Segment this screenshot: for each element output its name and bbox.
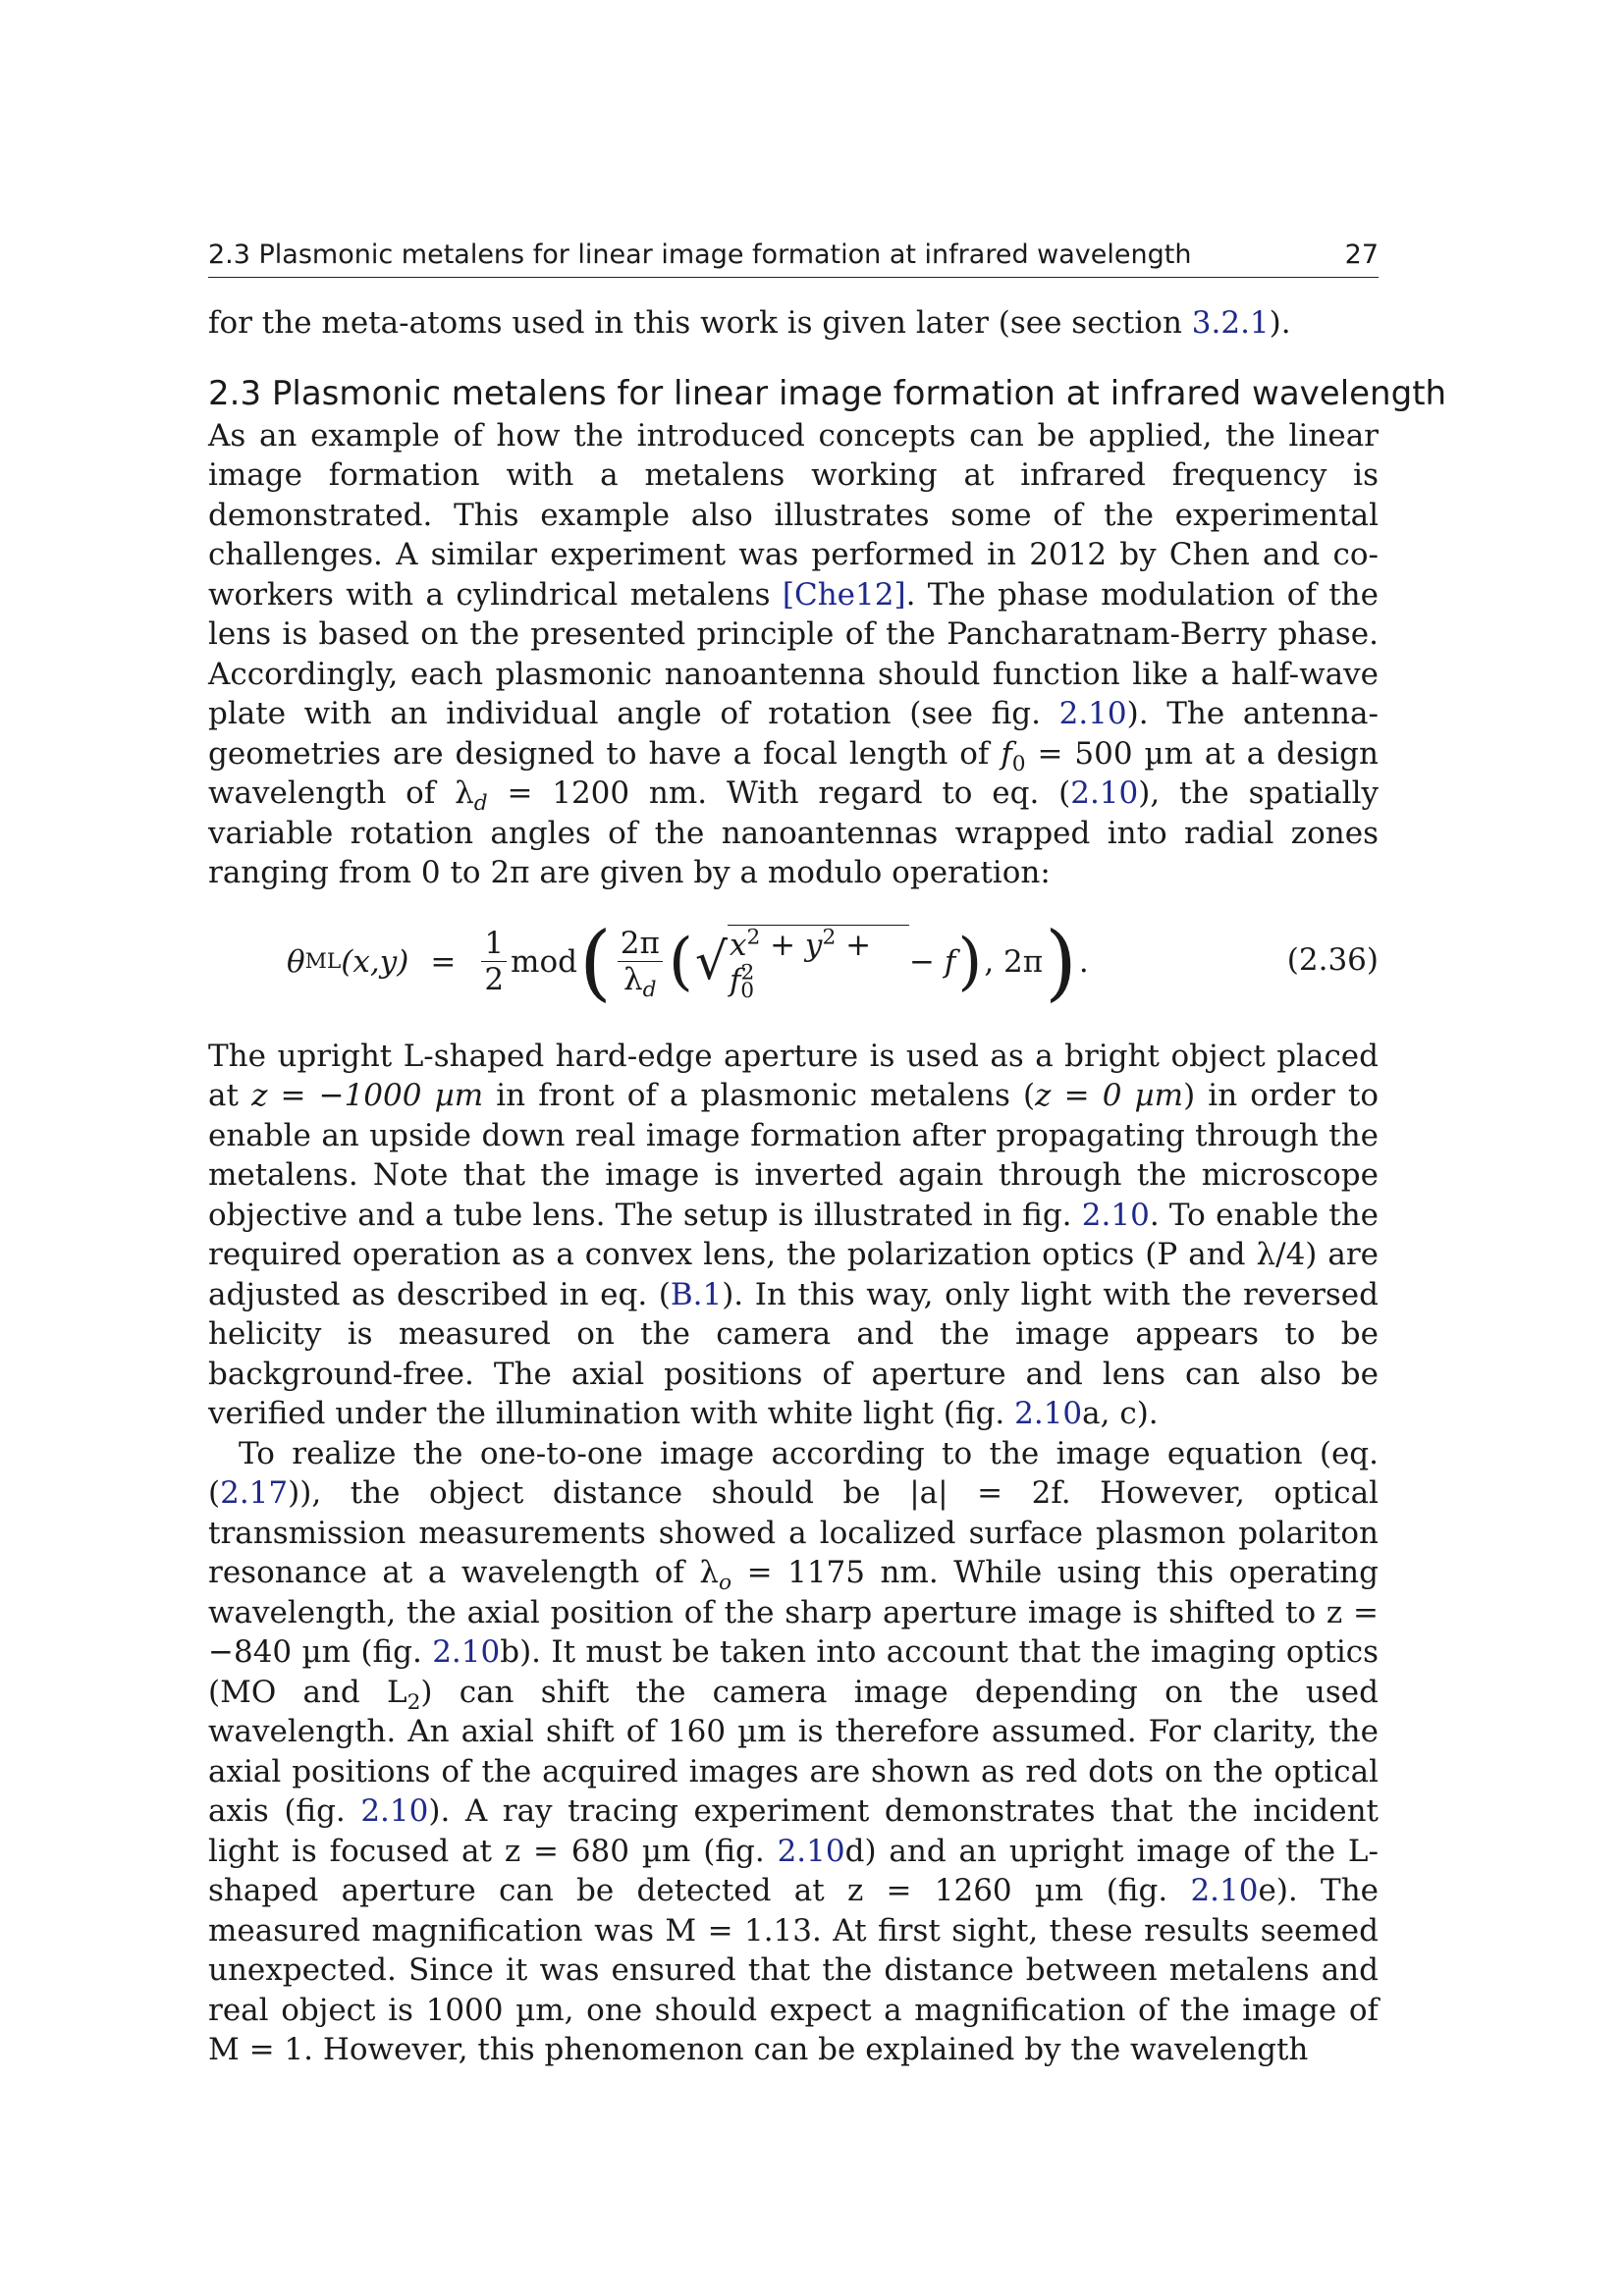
figure-link[interactable]: 2.10 (432, 1634, 501, 1670)
p3-text: ) can shift the camera image depending on the used wavelength. An axial shift of 160 µm is therefore assumed. For clarity, the axial positions of the acquired images are shown as red dots on the optical axis (fig. (208, 1674, 1379, 1829)
math-sub: 0 (1011, 751, 1026, 776)
equation-2-36 (208, 905, 1379, 1023)
eq-2pi: , 2π (984, 943, 1044, 980)
citation-link[interactable]: [Che12] (782, 576, 906, 613)
p1-text: . The phase modulation of the lens is based on the presented principle of the Pancharatnam-Berry phase. Accordingly, each plasmonic nanoantenna should function like a half-wave plate with an individual angle of rotation (see fig. (208, 576, 1379, 731)
figure-link[interactable]: 2.10 (1014, 1396, 1083, 1431)
p3-text: = 1175 nm. While using this operating wavelength, the axial position of the sharp aperture image is shifted to z = −840 µm (fig. (208, 1555, 1379, 1670)
p1-text: ), the spatially variable rotation angles of the nanoantennas wrapped into radial zones ranging from 0 to 2π are given by a modulo operation: (208, 775, 1379, 890)
p3-text: e). The measured magnification was M = 1.13. At first sight, these results seemed unexpected. Since it was ensured that the distance between metalens and real object is 1000 µm, one should expect a magnification of the image of M = 1. However, this phenomenon can be explained by the wavelength (208, 1873, 1380, 2067)
math-sub: 2 (406, 1689, 421, 1715)
math-z: z = 0 µm (1035, 1078, 1184, 1113)
figure-link[interactable]: 2.10 (1081, 1197, 1150, 1233)
p1-text: = 1200 nm. With regard to eq. ( (487, 775, 1071, 811)
eq-paren-inner-open: ( (668, 925, 693, 998)
page (208, 238, 1447, 2070)
paragraph-3 (208, 1434, 1379, 2070)
p1-text: ). The antenna-geometries are designed to have a focal length of (208, 696, 1379, 772)
eq-sq: 2 (822, 925, 837, 950)
math-sub: d (473, 791, 488, 817)
p3-text: ). A ray tracing experiment demonstrates that the incident light is focused at z = 680 µm (fig. (208, 1793, 1379, 1869)
figure-link[interactable]: 2.10 (777, 1833, 845, 1869)
eq-x: x (729, 928, 747, 963)
p3-text: )), the object distance should be |a| = 2f. However, optical transmission measurements showed a localized surface plasmon polariton resonance at a wavelength of λ (208, 1475, 1379, 1590)
p3-text: d) and an upright image of the L-shaped aperture can be detected at z = 1260 µm (fig. (208, 1833, 1379, 1908)
eq-period: . (1078, 943, 1089, 980)
math-sub: o (719, 1571, 732, 1596)
p2-text: a, c). (1082, 1396, 1159, 1431)
equation-body: θ ML (x,y) = $\frac{1}{2}$ mod ( $\frac{2\pi}{\lambda_d}$ ( √ $x^2 + y^2 + f^2_0$ − f ) , 2π ) . (287, 913, 1089, 1010)
intro-paragraph (208, 303, 1379, 344)
p2-text: ). In this way, only light with the reversed helicity is measured on the camera and the image appears to be background-free. The axial positions of aperture and lens can also be verified under the illumination with white light (fig. (208, 1276, 1379, 1431)
eq-twopi (618, 926, 663, 1003)
intro-tail: ). (1269, 305, 1291, 341)
eq-twopi-den (623, 962, 657, 1003)
eq-f-sub: 0 (740, 979, 755, 1004)
eq-half (481, 926, 507, 997)
eq-y: + y (760, 928, 823, 963)
p2-text: ) in order to enable an upside down real image formation after propagating through the metalens. Note that the image is inverted again through the microscope objective and a tube lens. The setup is illustrated in fig. (208, 1078, 1380, 1233)
intro-text: for the meta-atoms used in this work is given later (see section (208, 305, 1192, 341)
section-link[interactable]: 3.2.1 (1191, 305, 1270, 341)
figure-link[interactable]: 2.10 (360, 1793, 429, 1829)
eq-twopi-num: 2π (618, 926, 663, 962)
equation-link[interactable]: 2.17 (220, 1475, 289, 1511)
sqrt-icon: √ (694, 932, 728, 991)
running-header (208, 238, 1379, 278)
math-z: z = −1000 µm (251, 1078, 484, 1113)
p3-text: b). It must be taken into account that the imaging optics (MO and L (208, 1634, 1379, 1710)
eq-paren-open: ( (578, 913, 612, 1010)
eq-half-den: 2 (484, 962, 505, 997)
eq-paren-inner-close: ) (957, 925, 983, 998)
p1-text: = 500 µm at a design wavelength of (208, 735, 1379, 811)
math-var: f (1001, 735, 1012, 772)
eq-sqrt (694, 925, 909, 1004)
p2-text: The upright L-shaped hard-edge aperture is used as a bright object placed at (208, 1038, 1379, 1113)
eq-f: + f (729, 928, 872, 998)
running-title: 2.3 Plasmonic metalens for linear image formation at infrared wavelength (208, 240, 1192, 270)
eq-lambda-sub: d (642, 978, 657, 1003)
figure-link[interactable]: 2.10 (1190, 1873, 1259, 1908)
eq-theta: θ (287, 943, 305, 980)
p2-text: . To enable the required operation as a convex lens, the polarization optics (P and λ/4) are adjusted as described in eq. ( (208, 1197, 1380, 1312)
paragraph-1 (208, 416, 1379, 893)
equation-link[interactable]: B.1 (670, 1276, 723, 1312)
eq-minus-f: − f (909, 943, 956, 980)
eq-args: (x,y) (341, 943, 409, 980)
eq-radicand (728, 925, 909, 1004)
equation-link[interactable]: 2.10 (1070, 775, 1139, 811)
eq-equals: = (430, 943, 457, 980)
p3-text: To realize the one-to-one image according to the image equation (eq. ( (208, 1435, 1379, 1511)
eq-sq: 2 (746, 925, 761, 950)
eq-paren-close: ) (1045, 913, 1077, 1010)
paragraph-2 (208, 1037, 1379, 1434)
eq-sq: 2 (740, 960, 755, 986)
section-heading: 2.3 Plasmonic metalens for linear image formation at infrared wavelength (208, 373, 1447, 413)
math-var: λ (455, 775, 474, 811)
eq-mod: mod (511, 943, 577, 980)
p1-text: As an example of how the introduced concepts can be applied, the linear image formation with a metalens working at infrared frequency is demonstrated. This example also illustrates some of the experimental challenges. A similar experiment was performed in 2012 by Chen and co-workers with a cylindrical metalens (208, 417, 1379, 613)
equation-number: (2.36) (1286, 941, 1379, 978)
eq-half-num: 1 (481, 926, 507, 962)
figure-link[interactable]: 2.10 (1058, 696, 1127, 731)
eq-lambda: λ (623, 962, 643, 997)
page-number: 27 (1344, 240, 1379, 270)
p2-text: in front of a plasmonic metalens ( (483, 1078, 1036, 1113)
